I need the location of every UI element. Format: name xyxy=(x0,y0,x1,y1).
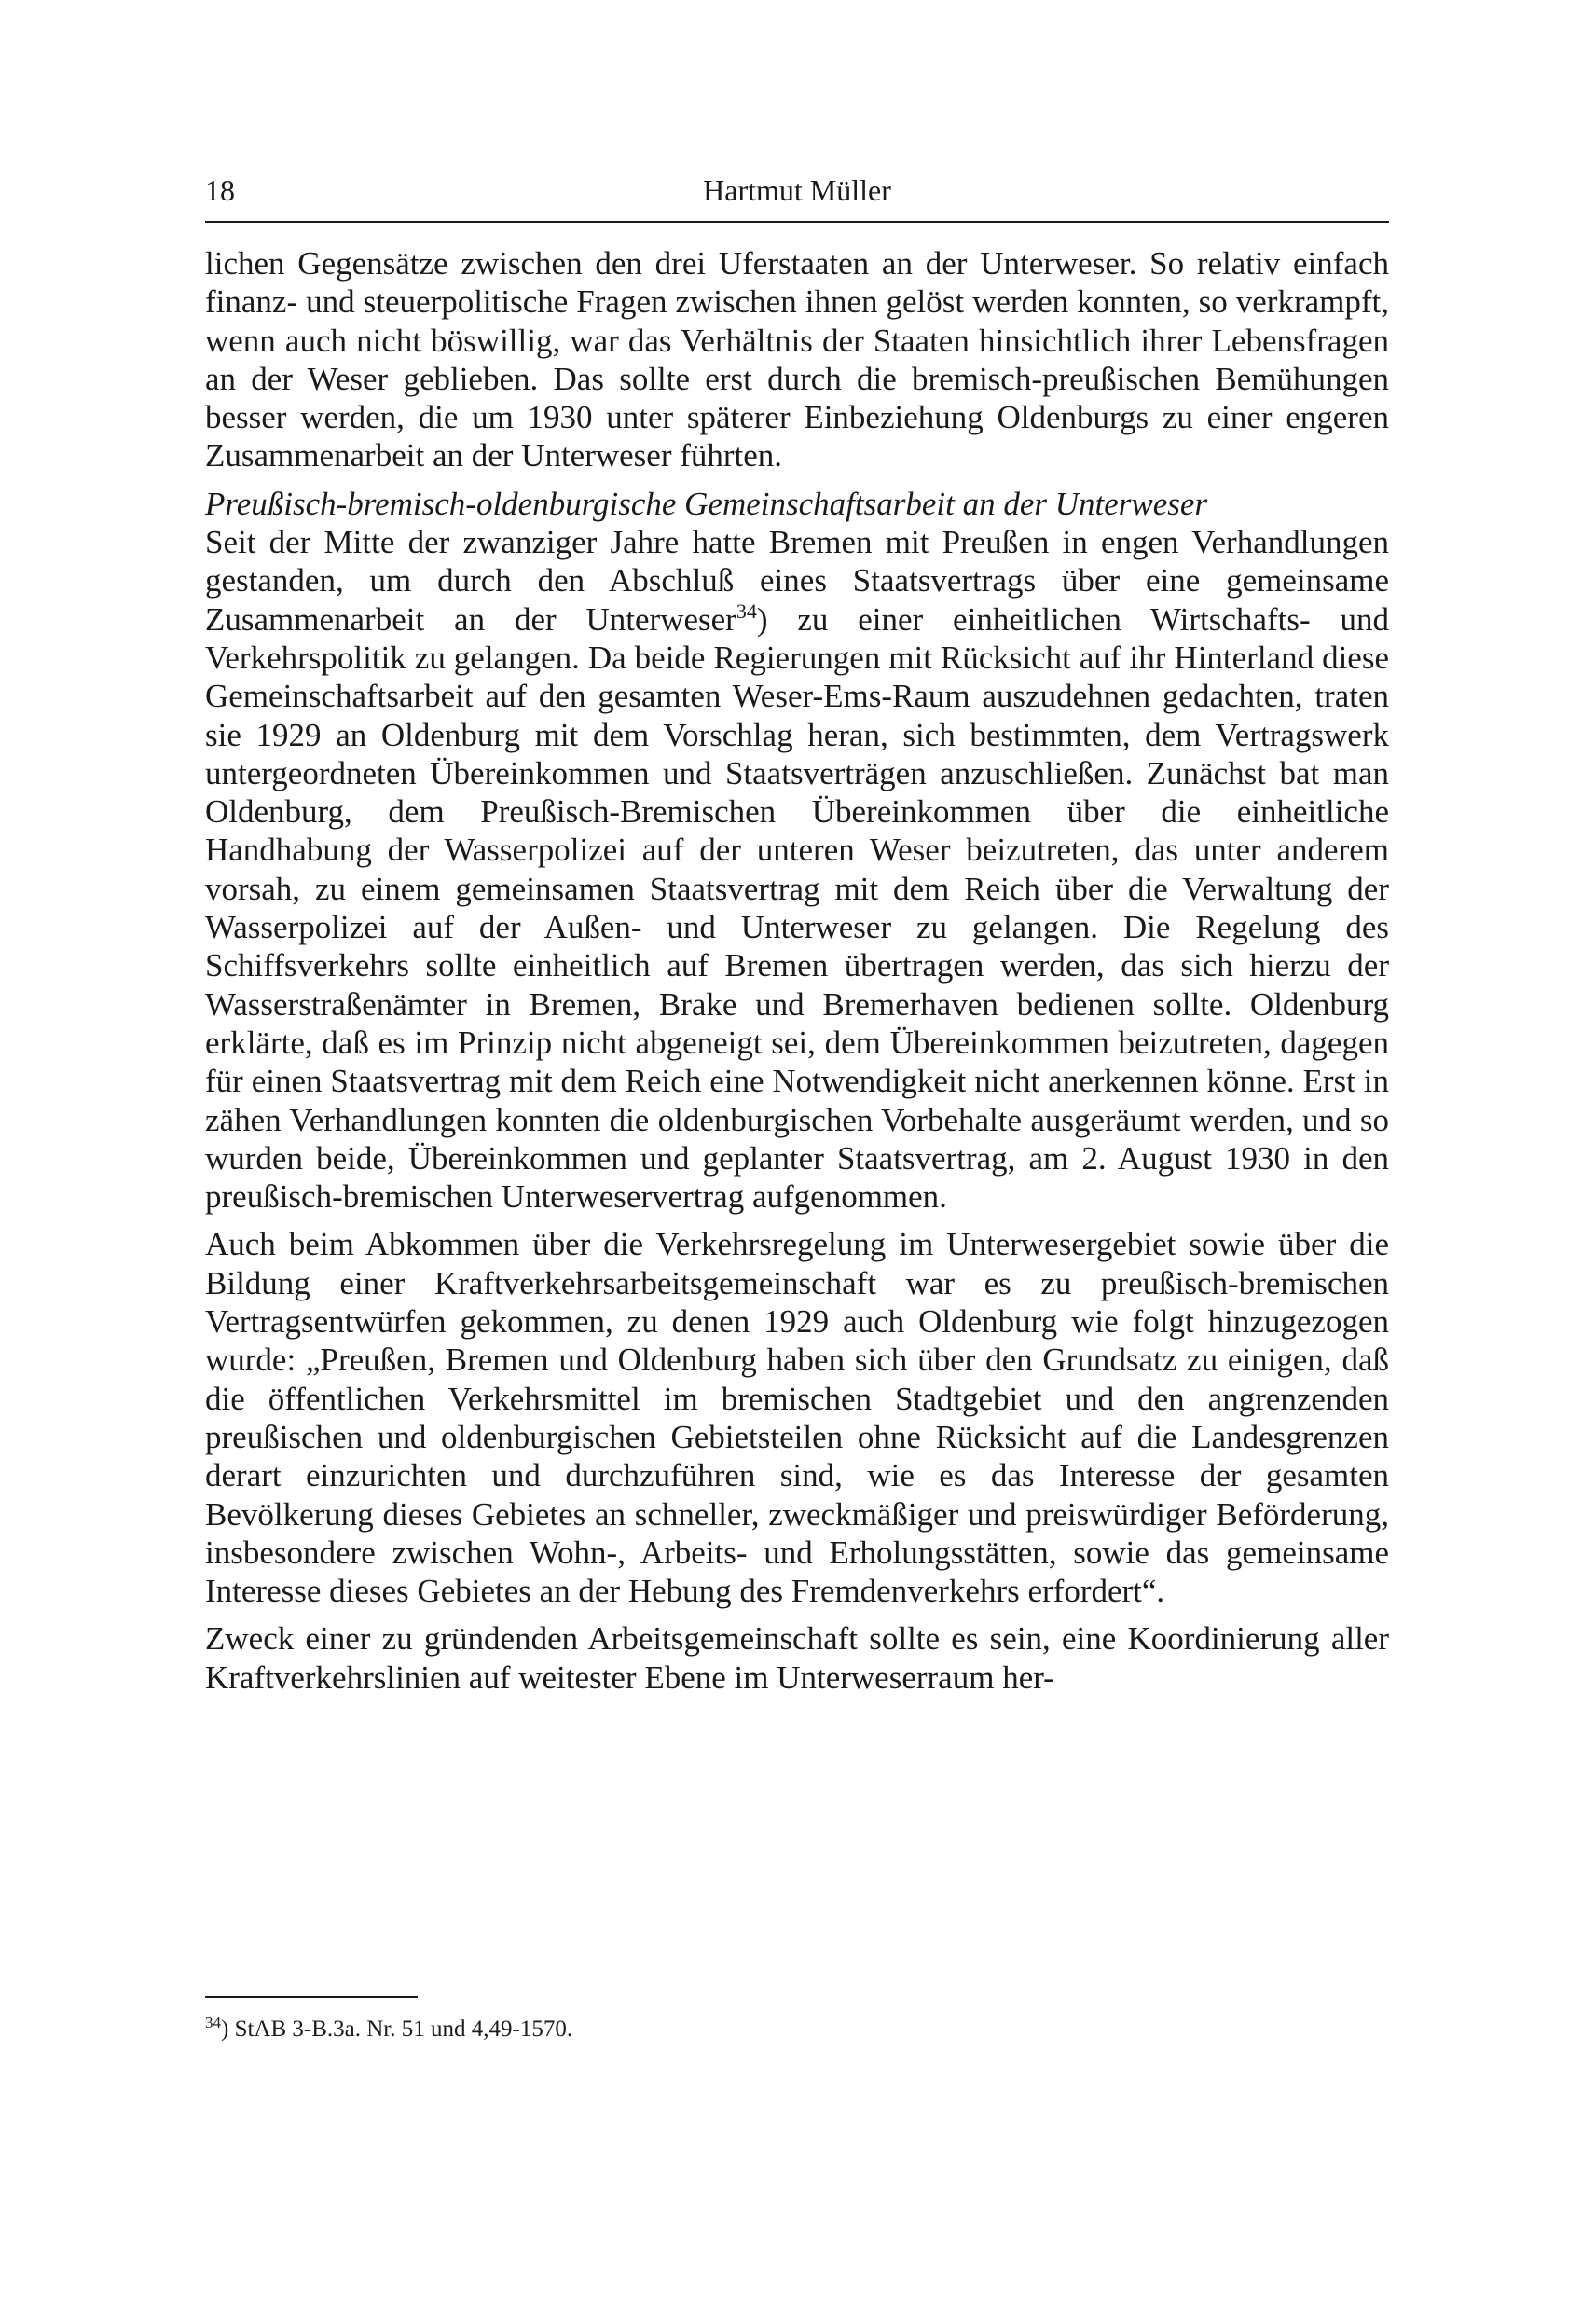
paragraph-2-rest: ) zu einer einheitlichen Wirtschafts- und Verkehrspolitik zu gelangen. Da beide Regierungen mit Rücksicht auf ihr Hinterland diese Gemeinschaftsarbeit auf den gesamten Weser-Ems-Raum auszudehnen gedachten, traten sie 1929 an Oldenburg mit dem Vorschlag heran, sich bestimmten, dem Vertragswerk untergeordneten Übereinkommen und Staatsverträgen anzuschließen. Zunächst bat man Oldenburg, dem Preußisch-Bremischen Übereinkommen über die einheitliche Handhabung der Wasserpolizei auf der unteren Weser beizutreten, das unter anderem vorsah, zu einem gemeinsamen Staatsvertrag mit dem Reich über die Verwaltung der Wasserpolizei auf der Außen- und Unterweser zu gelangen. Die Regelung des Schiffsverkehrs sollte einheitlich auf Bremen übertragen werden, das sich hierzu der Wasserstraßenämter in Bremen, Brake und Bremerhaven bedienen sollte. Oldenburg erklärte, daß es im Prinzip nicht abgeneigt sei, dem Übereinkommen beizutreten, dagegen für einen Staatsvertrag mit dem Reich eine Notwendigkeit nicht anerkennen könne. Erst in zähen Verhandlungen konnten die oldenburgischen Vorbehalte ausgeräumt werden, und so wurden beide, Übereinkommen und geplanter Staatsvertrag, am 2. August 1930 in den preußisch-bremischen Unterweservertrag aufgenommen. xyxy=(205,600,1389,1216)
running-head-author: Hartmut Müller xyxy=(703,173,891,207)
footnote-text: ) StAB 3-B.3a. Nr. 51 und 4,49-1570. xyxy=(221,2016,573,2042)
paragraph-4: Zweck einer zu gründenden Arbeitsgemeinschaft sollte es sein, eine Koordinierung aller Kraftverkehrslinien auf weitester Ebene im Unterweserraum her- xyxy=(205,1620,1389,1696)
header-rule xyxy=(205,221,1389,223)
body-text xyxy=(205,244,1389,1697)
paragraph-1: lichen Gegensätze zwischen den drei Uferstaaten an der Unterweser. So relativ einfach finanz- und steuerpolitische Fragen zwischen ihnen gelöst werden konnten, so verkrampft, wenn auch nicht böswillig, war das Verhältnis der Staaten hinsichtlich ihrer Lebensfragen an der Weser geblieben. Das sollte erst durch die bremisch-preußischen Bemühungen besser werden, die um 1930 unter späterer Einbeziehung Oldenburgs zu einer engeren Zusammenarbeit an der Unterweser führten. xyxy=(205,245,1389,475)
footnote-reference[interactable]: 34 xyxy=(736,599,757,623)
paragraph-2 xyxy=(205,523,1389,1216)
footnote xyxy=(205,2014,1389,2045)
page-number: 18 xyxy=(205,173,235,207)
running-head xyxy=(205,166,1389,214)
footnote-rule xyxy=(205,1996,418,1998)
section-heading: Preußisch-bremisch-oldenburgische Gemeinschaftsarbeit an der Unterweser xyxy=(205,485,1208,522)
paragraph-3: Auch beim Abkommen über die Verkehrsregelung im Unterwesergebiet sowie über die Bildung einer Kraftverkehrsarbeitsgemeinschaft war es zu preußisch-bremischen Vertragsentwürfen gekommen, zu denen 1929 auch Oldenburg wie folgt hinzugezogen wurde: „Preußen, Bremen und Oldenburg haben sich über den Grundsatz zu einigen, daß die öffentlichen Verkehrsmittel im bremischen Stadtgebiet und den angrenzenden preußischen und oldenburgischen Gebietsteilen ohne Rücksicht auf die Landesgrenzen derart einzurichten und durchzuführen sind, wie es das Interesse der gesamten Bevölkerung dieses Gebietes an schneller, zweckmäßiger und preiswürdiger Beförderung, insbesondere zwischen Wohn-, Arbeits- und Erholungsstätten, sowie das gemeinsame Interesse dieses Gebietes an der Hebung des Fremdenverkehrs erfordert“. xyxy=(205,1226,1389,1610)
paragraph-2-start: Seit der Mitte der zwanziger Jahre hatte Bremen mit Preußen in engen Verhandlungen gestanden, um durch den Abschluß eines Staatsvertrags über eine gemeinsame Zusammenarbeit an der Unterweser xyxy=(205,524,1389,638)
footnote-mark: 34 xyxy=(205,2014,221,2031)
